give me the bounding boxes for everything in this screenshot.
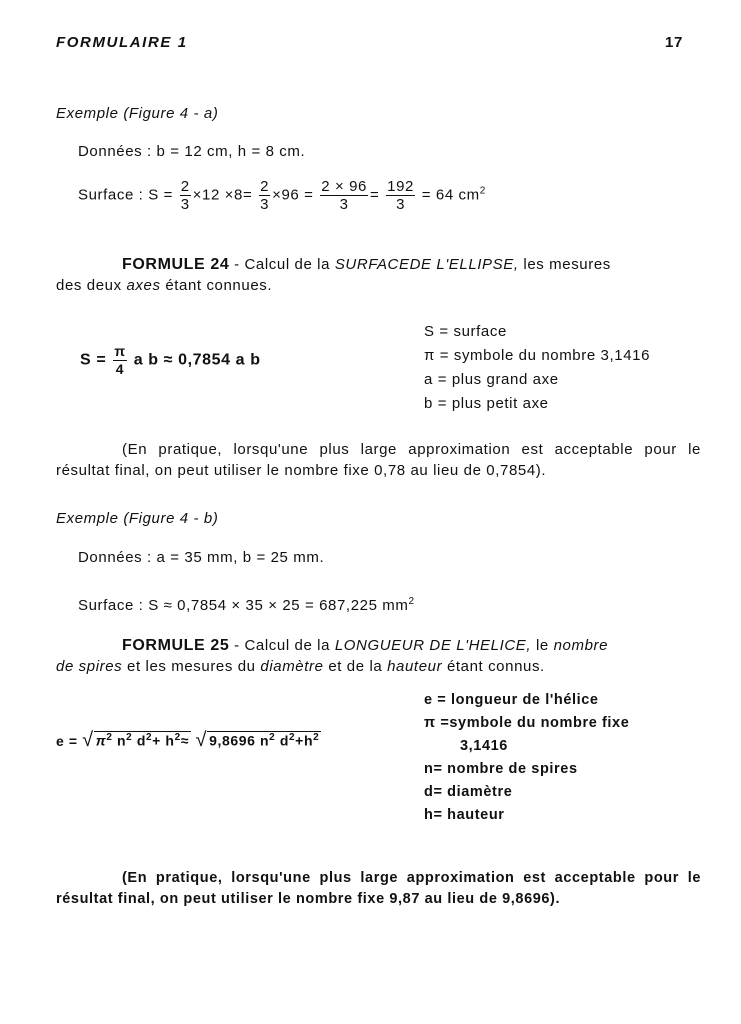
fraction-numerator: π: [114, 343, 126, 359]
surface-product-2: ×96 =: [272, 186, 314, 204]
equation-lhs: e =: [56, 733, 78, 749]
legend-item: n= nombre de spires: [424, 761, 578, 777]
formula-25-heading: FORMULE 25: [122, 637, 230, 654]
fraction-denominator: 3: [260, 196, 270, 213]
legend-item: e = longueur de l'hélice: [424, 692, 599, 708]
term-n: 9,8696 n: [209, 733, 270, 749]
fraction-denominator: 3: [180, 196, 190, 213]
formula-25-intro: [56, 635, 701, 677]
exponent: 2: [289, 732, 296, 744]
fraction-pi-4: [113, 343, 126, 378]
formula-24-text-4: étant connues.: [160, 277, 273, 294]
equation-rhs: a b ≈ 0,7854 a b: [133, 351, 261, 369]
sqrt-sign-icon: √: [195, 729, 208, 751]
legend-item: S = surface: [424, 323, 507, 340]
formula-24-note: (En pratique, lorsqu'une plus large approximation est acceptable pour le résultat final, on peut utiliser le nombre fixe 0,78 au lieu de 0,7854).: [56, 441, 701, 479]
fraction-2-3: [180, 178, 191, 213]
fraction-denominator: 4: [115, 361, 125, 377]
equals-sign: =: [369, 186, 380, 204]
example-a-title: Exemple (Figure 4 - a): [56, 105, 219, 122]
formula-24-intro: [56, 254, 701, 296]
formula-24-emph-axes: axes: [126, 277, 161, 294]
example-a-data: Données : b = 12 cm, h = 8 cm.: [78, 143, 306, 160]
formula-25-text-4: et de la: [323, 658, 388, 675]
formula-25-text-3: et les mesures du: [122, 658, 261, 675]
example-b-surface: [78, 596, 415, 614]
radicand-1: [94, 731, 191, 749]
legend-item: b = plus petit axe: [424, 395, 549, 412]
exponent: 2: [145, 732, 153, 744]
surface-product: ×12 ×8=: [192, 186, 253, 204]
exponent: 2: [269, 732, 276, 744]
formula-25-text-2: le: [531, 637, 554, 654]
formula-24-legend: [424, 320, 650, 416]
running-header: FORMULAIRE 1: [56, 34, 188, 51]
formula-24-heading: FORMULE 24: [122, 256, 230, 273]
legend-item: π = symbole du nombre 3,1416: [424, 347, 651, 364]
unit-exponent: 2: [408, 596, 415, 607]
formula-25-note: (En pratique, lorsqu'une plus large approximation est acceptable pour le résultat final, on peut utiliser le nombre fixe 9,87 au lieu de 9,8696).: [56, 870, 701, 907]
term-h: + h: [152, 733, 175, 749]
term-h: +h: [295, 733, 314, 749]
formula-24-text-2: les mesures: [518, 256, 611, 273]
formula-25-equation: [56, 729, 321, 752]
legend-item: h= hauteur: [424, 807, 505, 823]
surface-result: = 64 cm: [421, 186, 480, 204]
fraction-numerator: 2: [260, 178, 270, 195]
example-b-data: Données : a = 35 mm, b = 25 mm.: [78, 549, 325, 566]
fraction-numerator: 2: [180, 178, 190, 195]
surface-expression: Surface : S ≈ 0,7854 × 35 × 25 = 687,225 mm: [78, 597, 409, 614]
term-n: n: [116, 733, 127, 749]
formula-25-legend: [424, 689, 629, 827]
formula-25-text-5: étant connus.: [442, 658, 545, 675]
exponent: 2: [313, 732, 320, 744]
exponent: 2: [174, 732, 181, 744]
formula-25-emph-nombre: nombre: [553, 637, 609, 654]
example-b-title: Exemple (Figure 4 - b): [56, 510, 219, 527]
fraction-2-3-b: [259, 178, 270, 213]
example-a-surface: [78, 178, 486, 213]
term-d: d: [279, 733, 289, 749]
formula-25-text: - Calcul de la: [229, 637, 335, 654]
formula-24-text-3: des deux: [56, 277, 127, 294]
equation-lhs: S =: [80, 351, 107, 369]
term-d: d: [136, 733, 146, 749]
page-number: 17: [665, 34, 683, 51]
exponent: 2: [106, 732, 113, 744]
formula-25-emph-spires: de spires: [56, 658, 123, 675]
legend-item: a = plus grand axe: [424, 371, 559, 388]
fraction-denominator: 3: [396, 196, 406, 213]
formula-24-subject: SURFACEDE L'ELLIPSE,: [334, 256, 519, 273]
legend-item: π =symbole du nombre fixe: [424, 715, 630, 731]
fraction-numerator: 2 × 96: [321, 178, 367, 195]
approx-sign: ≈: [180, 733, 190, 749]
fraction-numerator: 192: [387, 178, 414, 195]
formula-25-emph-hauteur: hauteur: [387, 658, 443, 675]
sqrt-sign-icon: √: [82, 729, 94, 751]
formula-25-emph-diametre: diamètre: [260, 658, 324, 675]
formula-25-subject: LONGUEUR DE L'HELICE,: [334, 637, 532, 654]
unit-exponent: 2: [479, 185, 486, 197]
pi-symbol: π: [95, 733, 107, 749]
radicand-2: [207, 731, 321, 749]
formula-24-text: - Calcul de la: [229, 256, 335, 273]
exponent: 2: [126, 732, 133, 744]
surface-lead: Surface : S =: [78, 186, 173, 204]
legend-item: 3,1416: [460, 738, 508, 754]
fraction-2x96-3: [320, 178, 368, 213]
fraction-192-3: [386, 178, 415, 213]
legend-item: d= diamètre: [424, 784, 513, 800]
fraction-denominator: 3: [339, 196, 349, 213]
formula-24-equation: [80, 343, 261, 378]
